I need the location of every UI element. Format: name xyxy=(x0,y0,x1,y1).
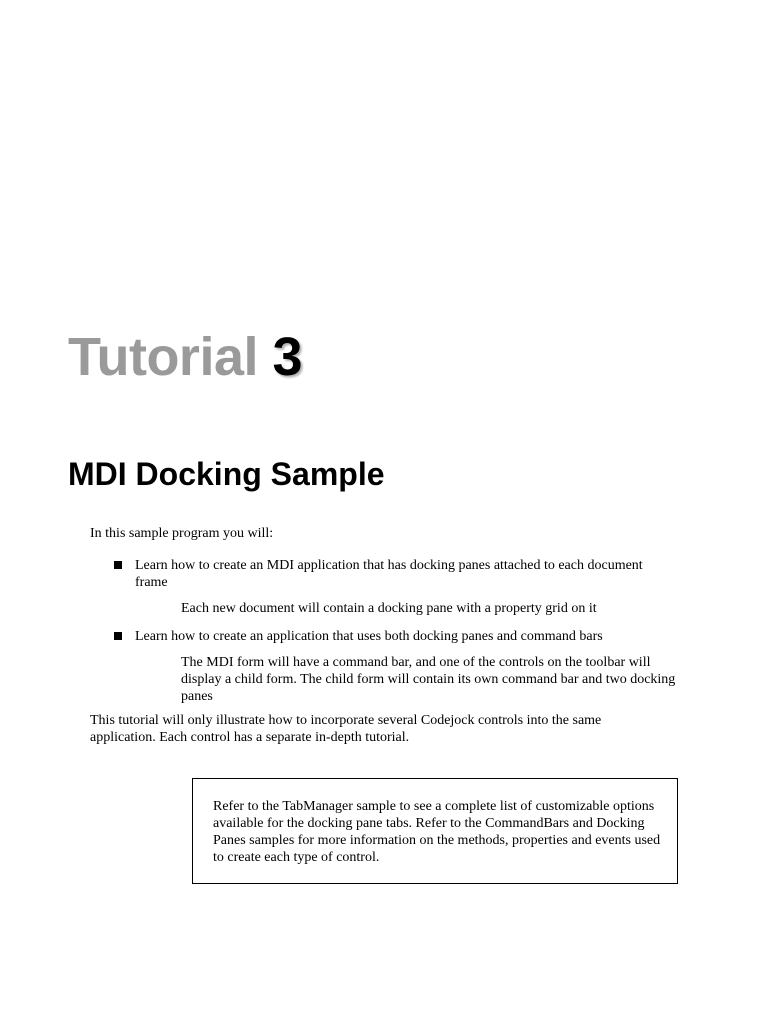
bullet-item-1 xyxy=(114,557,674,591)
closing-paragraph: This tutorial will only illustrate how to incorporate several Codejock controls into the same application. Each control has a separate in-depth tutorial. xyxy=(90,713,602,745)
intro-paragraph: In this sample program you will: xyxy=(90,526,274,541)
bullet-detail-2: The MDI form will have a command bar, and one of the controls on the toolbar will display a child form. The child form will contain its own command bar and two docking panes xyxy=(181,655,676,704)
bullet-text-2: Learn how to create an application that uses both docking panes and command bars xyxy=(135,629,603,644)
square-bullet-icon xyxy=(114,632,122,640)
square-bullet-icon xyxy=(114,561,122,569)
bullet-text-1: Learn how to create an MDI application that has docking panes attached to each document frame xyxy=(135,558,643,590)
page-title: MDI Docking Sample xyxy=(68,456,385,492)
chapter-word: Tutorial xyxy=(68,327,258,387)
bullet-detail-1: Each new document will contain a docking pane with a property grid on it xyxy=(181,601,597,616)
note-text: Refer to the TabManager sample to see a complete list of customizable options available for the docking pane tabs. Refer to the CommandBars and Docking Panes samples for more information on the methods, properties and events used to create each type of control. xyxy=(213,799,661,865)
bullet-item-2 xyxy=(114,628,674,645)
chapter-number: 3 xyxy=(272,327,303,387)
note-box xyxy=(192,778,678,884)
chapter-heading xyxy=(68,324,302,390)
